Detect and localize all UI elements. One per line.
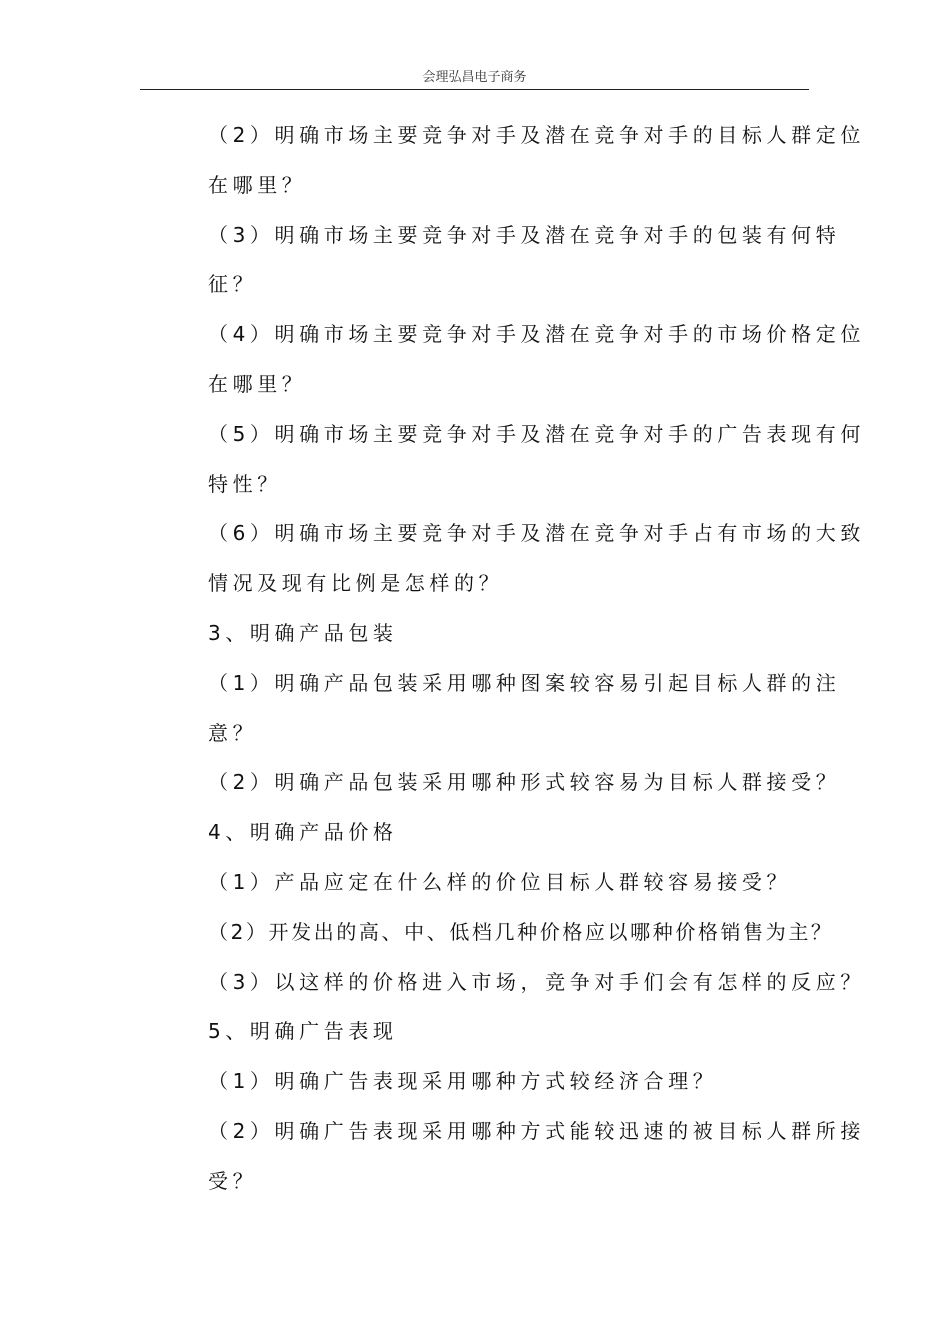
page-header xyxy=(140,70,809,90)
text-line: （1）明确广告表现采用哪种方式较经济合理？ xyxy=(208,1069,718,1094)
text-line: （2）明确市场主要竞争对手及潜在竞争对手的目标人群定位 xyxy=(208,123,865,147)
text-line: （2）明确广告表现采用哪种方式能较迅速的被目标人群所接 xyxy=(208,1118,865,1143)
text-line: （1）产品应定在什么样的价位目标人群较容易接受？ xyxy=(208,869,792,894)
text-line: （1）明确产品包装采用哪种图案较容易引起目标人群的注 xyxy=(208,670,841,695)
text-line: （2）明确产品包装采用哪种形式较容易为目标人群接受？ xyxy=(208,770,841,795)
text-line: 情况及现有比例是怎样的？ xyxy=(208,571,504,596)
text-line: 意？ xyxy=(208,720,258,745)
text-line: （5）明确市场主要竞争对手及潜在竞争对手的广告表现有何 xyxy=(208,421,865,446)
text-line: （6）明确市场主要竞争对手及潜在竞争对手占有市场的大致 xyxy=(208,521,865,546)
text-line: （3）明确市场主要竞争对手及潜在竞争对手的包装有何特 xyxy=(208,222,841,247)
section-heading: 5、明确广告表现 xyxy=(208,1019,398,1044)
text-line: 征？ xyxy=(208,272,258,297)
document-body xyxy=(208,117,865,1213)
text-line: 在哪里？ xyxy=(208,172,307,197)
section-heading: 3、明确产品包装 xyxy=(208,620,398,645)
text-line: 受？ xyxy=(208,1168,258,1193)
text-line: （2）开发出的高、中、低档几种价格应以哪种价格销售为主？ xyxy=(208,919,834,944)
text-line: 特性？ xyxy=(208,471,282,496)
text-line: （4）明确市场主要竞争对手及潜在竞争对手的市场价格定位 xyxy=(208,322,865,347)
header-title: 会理弘昌电子商务 xyxy=(422,70,527,85)
text-line: 在哪里？ xyxy=(208,371,307,396)
text-line: （3）以这样的价格进入市场，竞争对手们会有怎样的反应？ xyxy=(208,969,865,994)
section-heading: 4、明确产品价格 xyxy=(208,820,398,845)
